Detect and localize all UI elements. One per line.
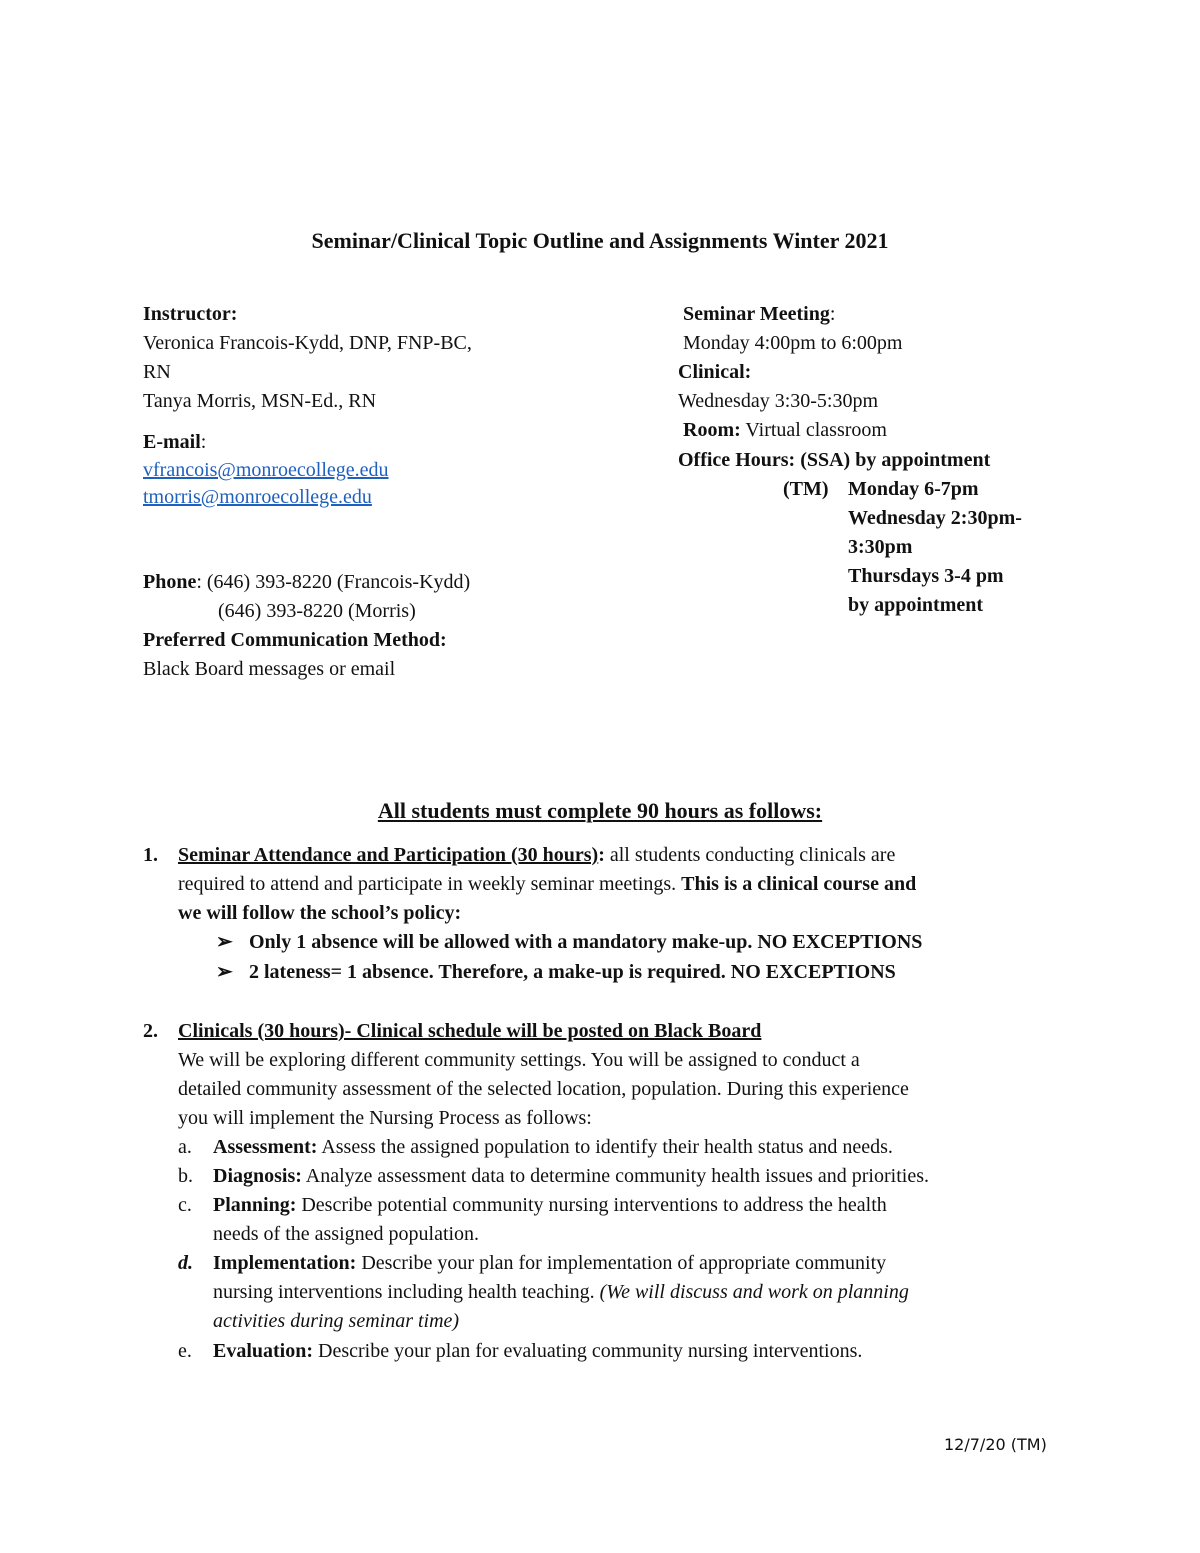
seminar-meeting-value: Monday 4:00pm to 6:00pm [683,332,903,354]
step-text: Describe your plan for implementation of appropriate community [356,1252,887,1274]
requirements-heading: All students must complete 90 hours as follows: [377,798,823,823]
phone-label: Phone [143,571,197,593]
step-text: Describe potential community nursing interventions to address the health [296,1194,887,1216]
step-letter: e. [178,1340,192,1362]
office-hours-tm-line: Wednesday 2:30pm- [848,507,1022,529]
email-label-line [143,428,206,457]
instructor-name-1-cont: RN [143,361,171,383]
office-hours-tm-line: 3:30pm [848,536,913,558]
office-hours-tm-line: Monday 6-7pm [848,478,979,500]
instructor-name-2: Tanya Morris, MSN-Ed., RN [143,390,377,412]
office-hours-label: Office Hours: (SSA) by appointment [678,449,991,471]
step-text: Assess the assigned population to identify their health status and needs. [317,1136,893,1158]
step-note-cont: activities during seminar time) [213,1310,460,1332]
step-label: Diagnosis: [213,1165,302,1187]
email-link-francois[interactable]: vfrancois@monroecollege.edu [143,459,389,481]
step-text: nursing interventions including health teaching. [213,1281,600,1303]
email-label: E-mail [143,431,201,453]
item-2-para-line: you will implement the Nursing Process as follows: [178,1107,592,1129]
arrow-bullet-icon: ➢ [216,961,233,983]
office-hours-tm-label: (TM) [783,478,829,500]
step-label: Planning: [213,1194,297,1216]
item-1-number: 1. [143,844,158,866]
step-letter: d. [178,1252,193,1274]
clinical-value: Wednesday 3:30-5:30pm [678,390,879,412]
room-value: Virtual classroom [740,419,887,441]
item-1-line-1 [178,841,895,870]
seminar-meeting-label: Seminar Meeting [683,303,830,325]
preferred-communication-label: Preferred Communication Method: [143,629,447,651]
item-1-line-3: we will follow the school’s policy: [178,902,462,924]
step-letter: b. [178,1165,193,1187]
step-assessment [213,1133,893,1162]
step-text: Describe your plan for evaluating community nursing interventions. [313,1340,863,1362]
instructor-name-1: Veronica Francois-Kydd, DNP, FNP-BC, [143,332,472,354]
item-1-text: all students conducting clinicals are [604,844,896,866]
item-1-text-2: required to attend and participate in weekly seminar meetings. [178,873,682,895]
item-2-para-line: detailed community assessment of the selected location, population. During this experience [178,1078,909,1100]
step-evaluation [213,1337,862,1366]
item-1-title-colon: : [598,844,605,866]
step-planning-cont: needs of the assigned population. [213,1223,480,1245]
step-label: Assessment: [213,1136,318,1158]
step-label: Evaluation: [213,1340,314,1362]
item-1-title: Seminar Attendance and Participation (30 hours) [178,844,599,866]
arrow-bullet-icon: ➢ [216,931,233,953]
step-note: (We will discuss and work on planning [599,1281,909,1303]
step-implementation-cont [213,1278,909,1307]
seminar-meeting-line [683,300,835,329]
preferred-communication-value: Black Board messages or email [143,658,396,680]
item-1-line-2 [178,870,916,899]
item-2-number: 2. [143,1020,158,1042]
office-hours-tm-line: by appointment [848,594,984,616]
email-colon: : [200,431,207,453]
room-line [683,416,887,445]
instructor-label: Instructor: [143,303,238,325]
step-planning [213,1191,887,1220]
step-text: Analyze assessment data to determine community health issues and priorities. [301,1165,929,1187]
seminar-meeting-colon: : [829,303,836,325]
step-label: Implementation: [213,1252,357,1274]
phone-line-1 [143,568,470,597]
item-2-title: Clinicals (30 hours)- Clinical schedule will be posted on Black Board [178,1020,762,1042]
office-hours-tm-line: Thursdays 3-4 pm [848,565,1004,587]
clinical-label: Clinical: [678,361,752,383]
email-link-morris[interactable]: tmorris@monroecollege.edu [143,486,372,508]
phone-value-2: (646) 393-8220 (Morris) [218,600,416,622]
step-letter: c. [178,1194,192,1216]
item-2-para-line: We will be exploring different community settings. You will be assigned to conduct a [178,1049,860,1071]
room-label: Room: [683,419,741,441]
footer-date: 12/7/20 (TM) [944,1435,1047,1454]
page-title: Seminar/Clinical Topic Outline and Assignments Winter 2021 [311,228,889,253]
step-diagnosis [213,1162,929,1191]
item-1-policy-text: This is a clinical course and [681,873,917,895]
step-letter: a. [178,1136,192,1158]
item-1-bullet-1: Only 1 absence will be allowed with a mandatory make-up. NO EXCEPTIONS [249,931,923,953]
phone-value-1: : (646) 393-8220 (Francois-Kydd) [196,571,471,593]
step-implementation [213,1249,886,1278]
item-1-bullet-2: 2 lateness= 1 absence. Therefore, a make-up is required. NO EXCEPTIONS [249,961,896,983]
